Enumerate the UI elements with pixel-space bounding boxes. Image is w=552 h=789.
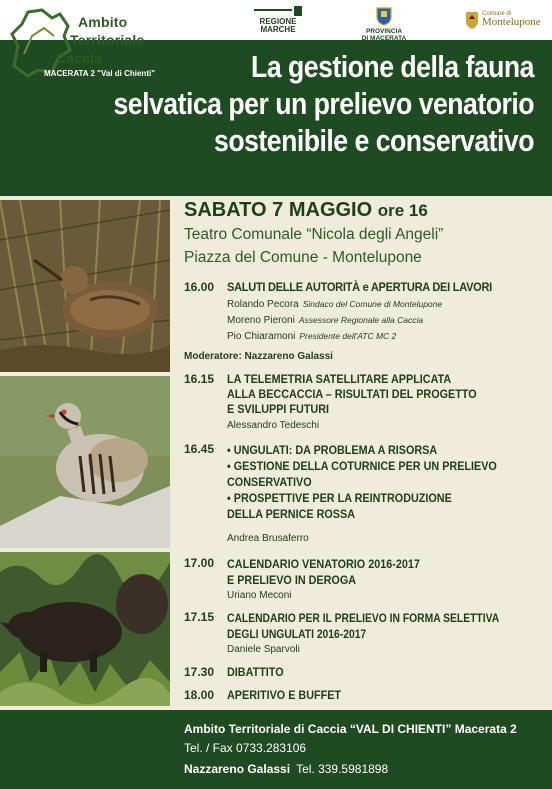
- slot-title: [227, 556, 515, 588]
- title-line-3: sostenibile e conservativo: [214, 123, 534, 158]
- footer-contact-phone: Tel. 339.5981898: [296, 762, 389, 776]
- slot-bullet-continuation: CONSERVATIVO: [227, 475, 312, 489]
- footer-organization: Ambito Territoriale di Caccia “VAL DI CHIENTI” Macerata 2: [184, 722, 517, 736]
- provincia-crest-icon: [374, 6, 394, 26]
- slot-time: 18.00: [184, 688, 215, 702]
- moderator: Moderatore: Nazzareno Galassi: [184, 351, 333, 362]
- slot-title-line: E PRELIEVO IN DEROGA: [227, 573, 357, 587]
- speaker-name: Andrea Brusaferro: [227, 533, 309, 544]
- speaker-row: [227, 298, 442, 311]
- event-info: [184, 199, 544, 268]
- event-date: SABATO 7 MAGGIO: [184, 199, 373, 221]
- slot-time: 16.15: [184, 372, 215, 386]
- slot-title: [227, 610, 502, 642]
- event-venue-address: Piazza del Comune - Montelupone: [184, 249, 422, 266]
- speaker-name: Uriano Meconi: [227, 590, 292, 601]
- slot-title: [227, 372, 515, 417]
- slot-time: 16.00: [184, 280, 215, 294]
- provincia-macerata-label: PROVINCIA DI MACERATA: [361, 28, 407, 42]
- regione-marche-icon: [254, 6, 302, 16]
- slot-title-line: ALLA BECCACCIA – RISULTATI DEL PROGETTO: [227, 387, 477, 401]
- slot-time: 16.45: [184, 442, 215, 456]
- slot-title-line: LA TELEMETRIA SATELLITARE APPLICATA: [227, 372, 452, 386]
- speaker-row: [227, 314, 423, 327]
- slot-bullet-continuation: DELLA PERNICE ROSSA: [227, 507, 356, 521]
- event-date-row: [184, 199, 544, 222]
- event-time: ore 16: [377, 201, 428, 220]
- montelupone-label: Montelupone: [482, 16, 541, 28]
- slot-title-line: CALENDARIO PER IL PRELIEVO IN FORMA SELETTIVA: [227, 611, 500, 625]
- slot-title-line: DEGLI UNGULATI 2016-2017: [227, 627, 367, 641]
- slot-bullet: • PROSPETTIVE PER LA REINTRODUZIONE: [227, 491, 452, 505]
- footer-contact: [184, 762, 388, 776]
- speaker-role: Presidente dell'ATC MC 2: [299, 331, 397, 341]
- footer-phone-fax: Tel. / Fax 0733.283106: [184, 741, 307, 755]
- event-venue-name: Teatro Comunale “Nicola degli Angeli”: [184, 226, 444, 243]
- slot-title: [227, 442, 515, 522]
- title-line-2: selvatica per un prelievo venatorio: [113, 86, 534, 121]
- slot-time: 17.30: [184, 665, 215, 679]
- montelupone-prefix: Comune di: [482, 11, 512, 17]
- speaker-name: Alessandro Tedeschi: [227, 420, 320, 431]
- speaker-row: [227, 330, 396, 343]
- slot-title-line: E SVILUPPI FUTURI: [227, 402, 330, 416]
- footer-banner: [0, 710, 552, 789]
- speaker-name: Pio Chiaramoni: [227, 331, 296, 342]
- regione-marche-label: REGIONE MARCHE: [259, 17, 297, 34]
- speaker-role: Assessore Regionale alla Caccia: [298, 315, 424, 325]
- slot-bullet: • GESTIONE DELLA COTURNICE PER UN PRELIEVO: [227, 459, 497, 473]
- speaker-name: Daniele Sparvoli: [227, 644, 300, 655]
- comune-crest-icon: [464, 10, 480, 30]
- slot-title-line: CALENDARIO VENATORIO 2016-2017: [227, 557, 420, 571]
- speaker-name: Moreno Pieroni: [227, 315, 295, 326]
- partner-provincia-macerata: [354, 6, 414, 42]
- photo-column: [0, 200, 170, 706]
- footer-contact-name: Nazzareno Galassi: [184, 762, 291, 776]
- partridge-photo: [0, 376, 170, 548]
- speaker-name: Rolando Pecora: [227, 299, 299, 310]
- page-title: [34, 48, 534, 159]
- boar-photo: [0, 552, 170, 706]
- slot-title: SALUTI DELLE AUTORITÀ e APERTURA DEI LAVORI: [227, 280, 492, 294]
- logo-word-caccia: Caccia: [56, 50, 103, 66]
- slot-bullet: • UNGULATI: DA PROBLEMA A RISORSA: [227, 443, 438, 457]
- slot-time: 17.00: [184, 556, 215, 570]
- logo-word-territoriale: Territoriale: [70, 32, 145, 48]
- woodcock-photo: [0, 200, 170, 372]
- speaker-role: Sindaco del Comune di Montelupone: [302, 299, 443, 309]
- partner-regione-marche: [252, 6, 304, 34]
- title-line-1: La gestione della fauna: [251, 49, 534, 84]
- slot-title: DIBATTITO: [227, 665, 284, 679]
- logo-subtitle: MACERATA 2 "Val di Chienti": [44, 69, 155, 78]
- slot-time: 17.15: [184, 610, 215, 624]
- logo-word-ambito: Ambito: [78, 14, 128, 30]
- slot-title: APERITIVO E BUFFET: [227, 688, 342, 702]
